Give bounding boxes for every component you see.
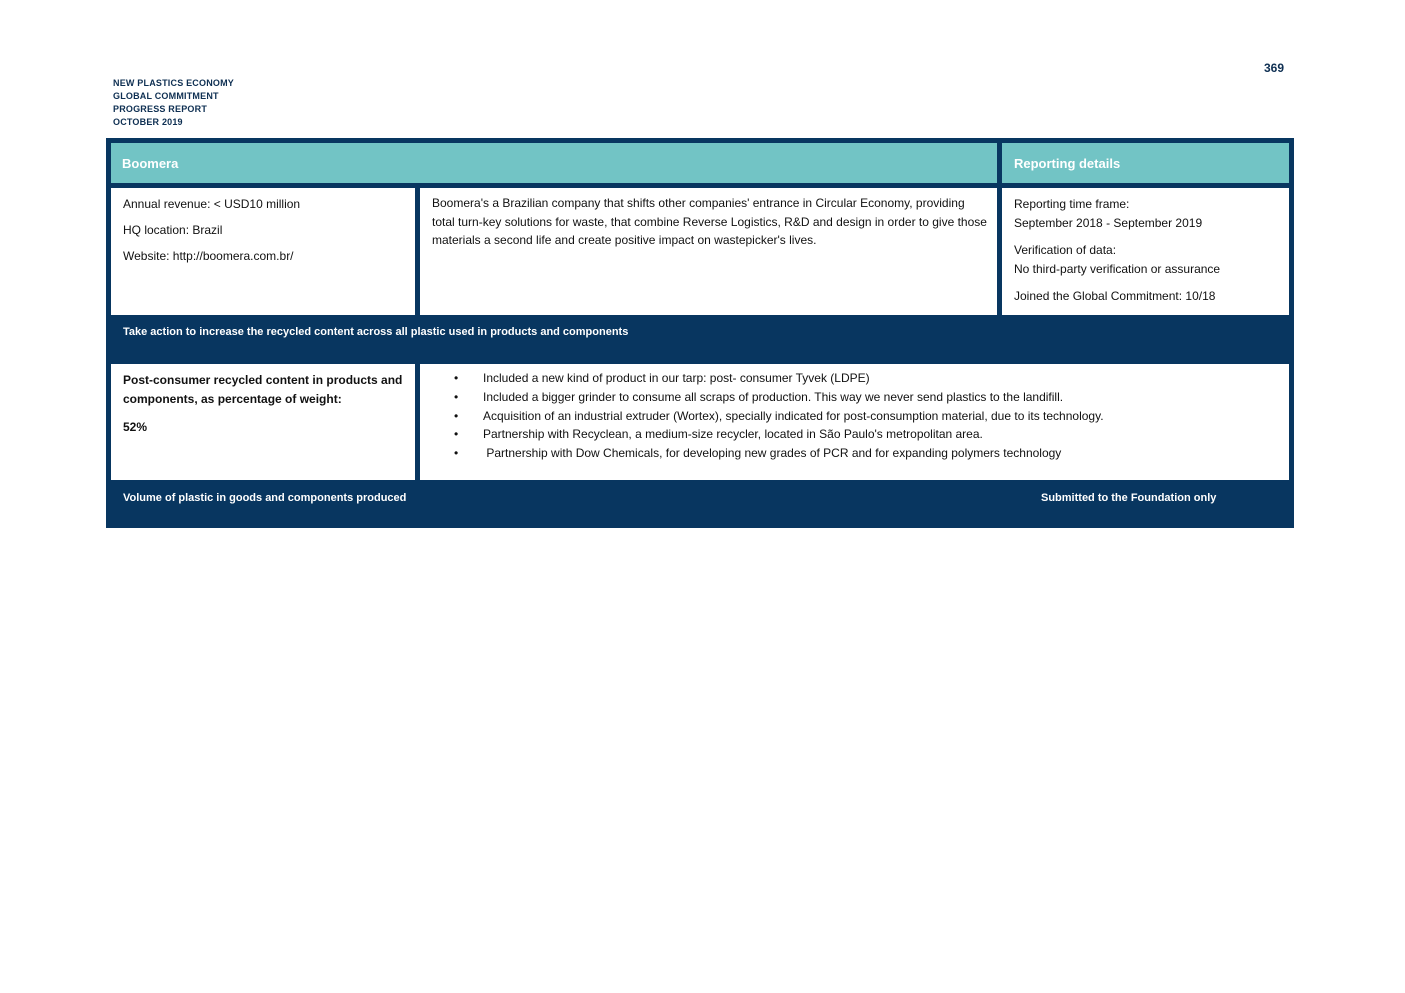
action-text: Included a bigger grinder to consume all scraps of production. This way we never send plastics to the landifill. bbox=[483, 389, 1064, 404]
bullet-icon: • bbox=[454, 389, 459, 404]
joined-date: Joined the Global Commitment: 10/18 bbox=[1014, 289, 1216, 303]
bullet-icon: • bbox=[454, 408, 459, 423]
action-text: Acquisition of an industrial extruder (Wortex), specially indicated for post-consumption material, due to its technology. bbox=[483, 408, 1104, 423]
recycled-metric-cell bbox=[111, 364, 415, 480]
company-facts-cell bbox=[111, 188, 415, 315]
recycled-actions-list bbox=[420, 369, 1278, 463]
recycled-content-heading-text: Take action to increase the recycled content across all plastic used in products and components bbox=[123, 326, 629, 338]
company-description-cell bbox=[420, 188, 997, 315]
list-item bbox=[420, 388, 1278, 407]
list-item bbox=[420, 425, 1278, 444]
header-line-1: NEW PLASTICS ECONOMY bbox=[113, 78, 235, 88]
company-name: Boomera bbox=[122, 156, 179, 171]
reporting-details-cell bbox=[1002, 188, 1289, 315]
action-text: Partnership with Dow Chemicals, for developing new grades of PCR and for expanding polymers technology bbox=[483, 446, 1062, 461]
reporting-time-frame-label: Reporting time frame: bbox=[1014, 197, 1130, 211]
annual-revenue: Annual revenue: < USD10 million bbox=[123, 197, 301, 211]
bullet-icon: • bbox=[454, 427, 459, 442]
verification-value: No third-party verification or assurance bbox=[1014, 262, 1221, 276]
reporting-details-heading: Reporting details bbox=[1014, 156, 1121, 171]
report-header bbox=[113, 77, 234, 129]
website: Website: http://boomera.com.br/ bbox=[123, 249, 294, 263]
list-item bbox=[420, 369, 1278, 388]
page-number: 369 bbox=[1264, 61, 1285, 75]
volume-value-text: Submitted to the Foundation only bbox=[1041, 492, 1217, 504]
recycled-actions-cell bbox=[420, 364, 1289, 480]
header-line-3: PROGRESS REPORT bbox=[113, 104, 208, 114]
company-description: Boomera's a Brazilian company that shifts other companies' entrance in Circular Economy, providing total turn-key solutions for waste, that combine Reverse Logistics, R&D and design in order to give those materials a second life and create positive impact on wastepicker's lives. bbox=[432, 196, 987, 247]
reporting-time-frame-value: September 2018 - September 2019 bbox=[1014, 216, 1203, 230]
action-text: Partnership with Recyclean, a medium-size recycler, located in São Paulo's metropolitan area. bbox=[483, 427, 983, 442]
bullet-icon: • bbox=[454, 371, 459, 385]
recycled-metric-label: Post-consumer recycled content in products and components, as percentage of weight: bbox=[123, 373, 403, 406]
recycled-metric-value: 52% bbox=[123, 420, 148, 434]
company-name-cell bbox=[111, 143, 997, 183]
reporting-details-heading-cell bbox=[1002, 143, 1289, 183]
header-line-4: OCTOBER 2019 bbox=[113, 117, 183, 127]
volume-label bbox=[123, 492, 723, 504]
hq-location: HQ location: Brazil bbox=[123, 223, 223, 237]
recycled-content-heading bbox=[123, 326, 1223, 338]
action-text: Included a new kind of product in our tarp: post- consumer Tyvek (LDPE) bbox=[483, 371, 870, 385]
verification-label: Verification of data: bbox=[1014, 243, 1117, 257]
list-item bbox=[420, 444, 1278, 463]
list-item bbox=[420, 407, 1278, 426]
company-report-table bbox=[106, 138, 1294, 528]
volume-label-text: Volume of plastic in goods and components produced bbox=[123, 492, 407, 504]
header-line-2: GLOBAL COMMITMENT bbox=[113, 91, 219, 101]
bullet-icon: • bbox=[454, 446, 459, 461]
volume-value bbox=[1041, 492, 1281, 504]
